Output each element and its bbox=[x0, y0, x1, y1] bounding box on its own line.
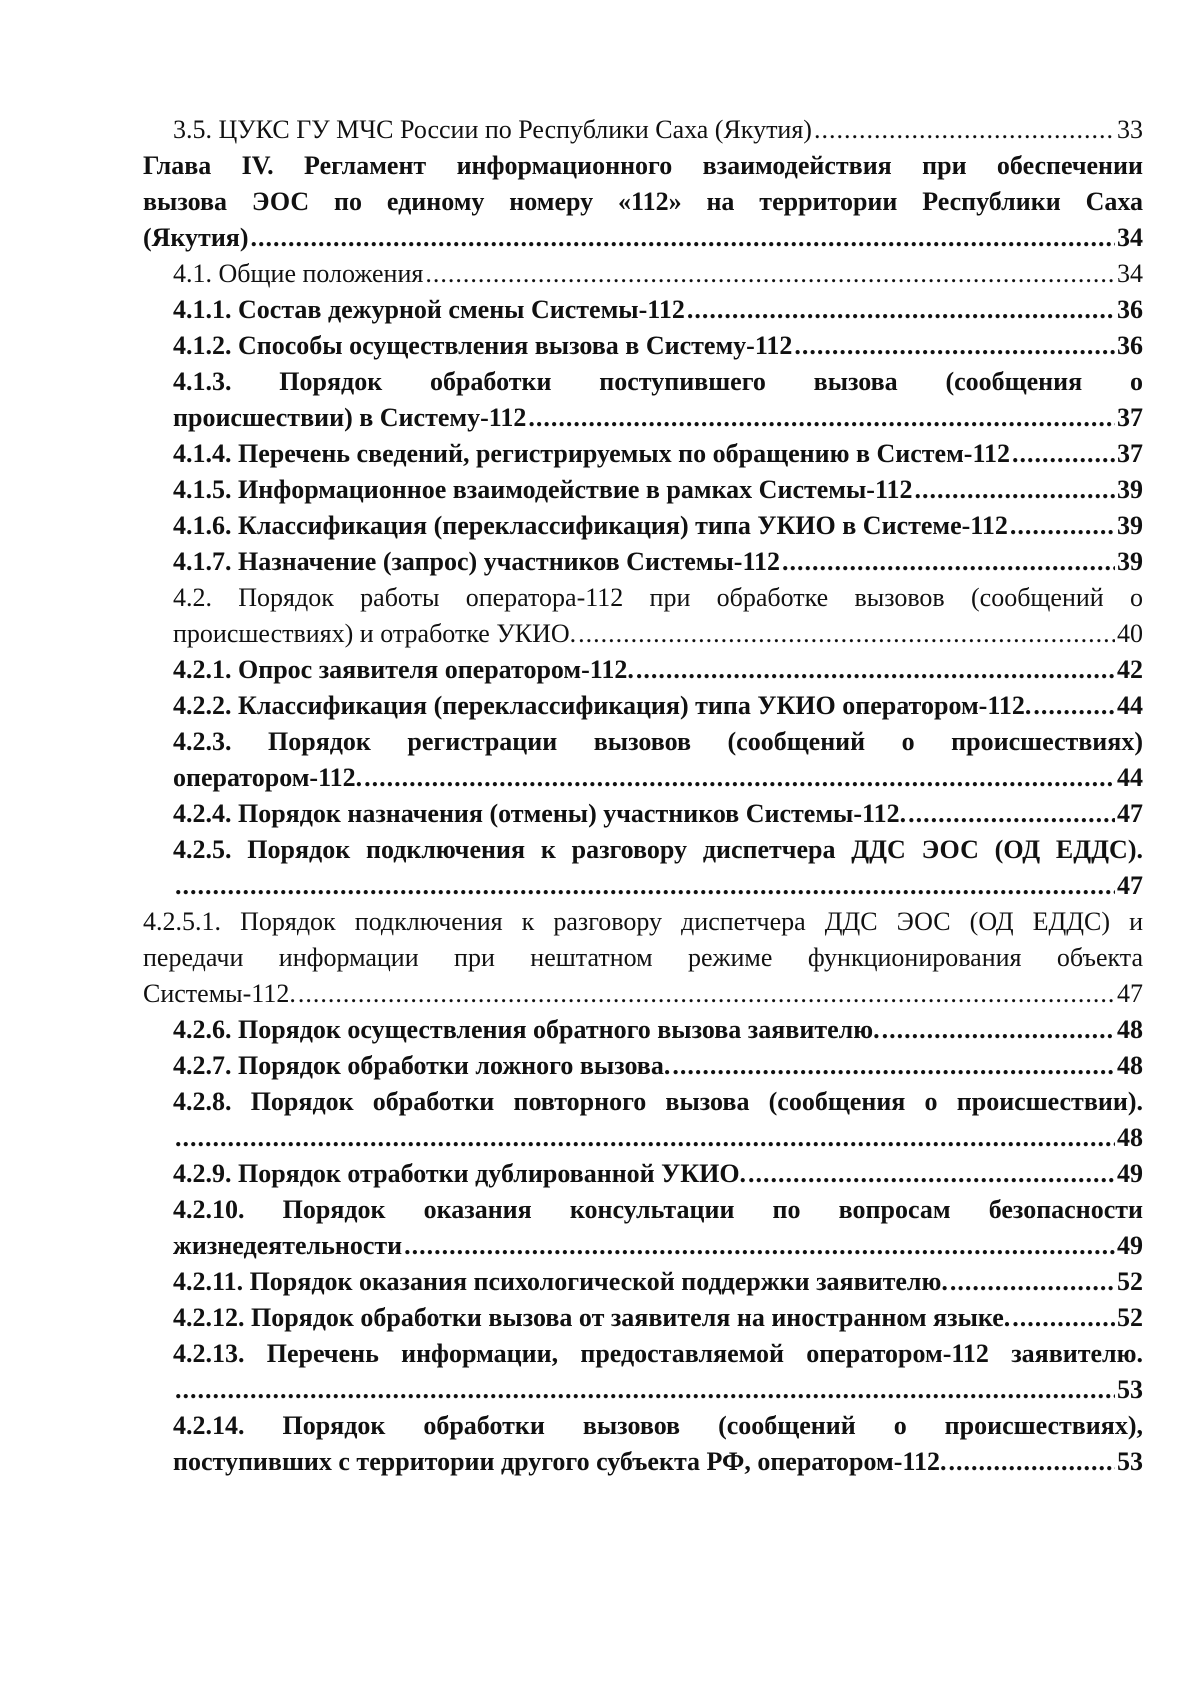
toc-entry bbox=[143, 292, 1143, 328]
toc-entry-title-line: 4.1.3. Порядок обработки поступившего вызова (сообщения о bbox=[173, 367, 1143, 396]
toc-entry bbox=[143, 1264, 1143, 1300]
toc-entry-title-line: 4.2.3. Порядок регистрации вызовов (сообщений о происшествиях) bbox=[173, 727, 1143, 756]
toc-entry bbox=[143, 112, 1143, 148]
toc-page-number: 40 bbox=[1117, 619, 1143, 648]
toc-entry bbox=[143, 508, 1143, 544]
toc-entry-title-tail: происшествии) в Систему-112 bbox=[173, 403, 527, 432]
toc-page-number: 48 bbox=[1117, 1015, 1143, 1044]
toc-entry bbox=[143, 472, 1143, 508]
toc-page-number: 39 bbox=[1117, 511, 1143, 540]
toc-entry-title-tail: поступивших с территории другого субъекта РФ, оператором-112. bbox=[173, 1447, 947, 1476]
toc-entry bbox=[143, 256, 1143, 292]
toc-entry-title: 4.1.1. Состав дежурной смены Системы-112 bbox=[173, 295, 685, 324]
toc-entry bbox=[143, 1156, 1143, 1192]
toc-entry-last-line bbox=[143, 220, 1143, 256]
toc-entry bbox=[143, 580, 1143, 652]
dot-leader bbox=[748, 1156, 1115, 1192]
toc-page-number: 49 bbox=[1117, 1231, 1143, 1260]
toc-entry-title: 4.1.2. Способы осуществления вызова в Систему-112 bbox=[173, 331, 793, 360]
dot-leader bbox=[425, 256, 1115, 292]
dot-leader bbox=[175, 1120, 1115, 1156]
toc-page-number: 53 bbox=[1117, 1447, 1143, 1476]
toc-entry-last-line bbox=[173, 1444, 1143, 1480]
dot-leader bbox=[364, 760, 1115, 796]
dot-leader bbox=[578, 616, 1115, 652]
toc-entry-title-tail: происшествиях) и отработке УКИО. bbox=[173, 619, 577, 648]
toc-entry bbox=[143, 1336, 1143, 1408]
dot-leader bbox=[404, 1228, 1115, 1264]
toc-page-number: 52 bbox=[1117, 1303, 1143, 1332]
dot-leader bbox=[915, 472, 1115, 508]
toc-entry-title: 4.2.11. Порядок оказания психологической поддержки заявителю. bbox=[173, 1267, 948, 1296]
dot-leader bbox=[908, 796, 1115, 832]
toc-entry bbox=[143, 1408, 1143, 1480]
toc-entry-title: 4.1.5. Информационное взаимодействие в рамках Системы-112 bbox=[173, 475, 913, 504]
toc-entry bbox=[143, 148, 1143, 256]
toc-entry bbox=[143, 1084, 1143, 1156]
toc-entry-title: 4.2.12. Порядок обработки вызова от заявителя на иностранном языке. bbox=[173, 1303, 1011, 1332]
toc-entry bbox=[143, 832, 1143, 904]
toc-page-number: 47 bbox=[1117, 979, 1143, 1008]
dot-leader bbox=[636, 652, 1115, 688]
toc-entry-title-line: 4.2. Порядок работы оператора-112 при обработке вызовов (сообщений о bbox=[173, 583, 1143, 612]
toc-entry-title-tail: (Якутия) bbox=[143, 223, 249, 252]
toc-entry-title: 4.2.7. Порядок обработки ложного вызова. bbox=[173, 1051, 671, 1080]
toc-page-number: 52 bbox=[1117, 1267, 1143, 1296]
toc-page-number: 53 bbox=[1117, 1375, 1143, 1404]
toc-page-number: 47 bbox=[1117, 799, 1143, 828]
toc-entry-title: 4.2.6. Порядок осуществления обратного вызова заявителю. bbox=[173, 1015, 880, 1044]
dot-leader bbox=[687, 292, 1115, 328]
toc-entry bbox=[143, 544, 1143, 580]
dot-leader bbox=[1033, 688, 1115, 724]
toc-entry-title: 4.2.2. Классификация (переклассификация) типа УКИО оператором-112. bbox=[173, 691, 1032, 720]
toc-page-number: 42 bbox=[1117, 655, 1143, 684]
dot-leader bbox=[672, 1048, 1115, 1084]
toc-entry-title-line: 4.2.8. Порядок обработки повторного вызова (сообщения о происшествии). bbox=[173, 1087, 1143, 1116]
toc-page-number: 44 bbox=[1117, 691, 1143, 720]
toc-entry bbox=[143, 796, 1143, 832]
toc-entry-title-line: передачи информации при нештатном режиме функционирования объекта bbox=[143, 943, 1143, 972]
toc-page-number: 37 bbox=[1117, 439, 1143, 468]
toc-entry-title-line: 4.2.13. Перечень информации, предоставляемой оператором-112 заявителю. bbox=[173, 1339, 1143, 1368]
toc-page-number: 34 bbox=[1117, 259, 1143, 288]
dot-leader bbox=[782, 544, 1115, 580]
toc-page-number: 36 bbox=[1117, 331, 1143, 360]
toc-entry-title-line: Глава IV. Регламент информационного взаимодействия при обеспечении bbox=[143, 151, 1143, 180]
toc-entry-title: 3.5. ЦУКС ГУ МЧС России по Республики Саха (Якутия) bbox=[173, 115, 812, 144]
toc-entry-last-line bbox=[173, 1228, 1143, 1264]
toc-entry-title: 4.2.9. Порядок отработки дублированной УКИО. bbox=[173, 1159, 747, 1188]
toc-entry-last-line bbox=[173, 616, 1143, 652]
dot-leader bbox=[1012, 436, 1115, 472]
toc-entry-title-tail: оператором-112. bbox=[173, 763, 363, 792]
toc-entry-last-line bbox=[143, 976, 1143, 1012]
toc-entry-last-line bbox=[173, 868, 1143, 904]
toc-entry-title-line: 4.2.5. Порядок подключения к разговору диспетчера ДДС ЭОС (ОД ЕДДС). bbox=[173, 835, 1143, 864]
toc-entry-title: 4.2.4. Порядок назначения (отмены) участников Системы-112. bbox=[173, 799, 907, 828]
dot-leader bbox=[251, 220, 1115, 256]
toc-page-number: 37 bbox=[1117, 403, 1143, 432]
toc-entry-title: 4.2.1. Опрос заявителя оператором-112. bbox=[173, 655, 634, 684]
toc-page-number: 47 bbox=[1117, 871, 1143, 900]
dot-leader bbox=[175, 1372, 1115, 1408]
toc-entry bbox=[143, 652, 1143, 688]
toc-entry bbox=[143, 1300, 1143, 1336]
toc-entry bbox=[143, 328, 1143, 364]
toc-entry-title: 4.1.6. Классификация (переклассификация) типа УКИО в Системе-112 bbox=[173, 511, 1008, 540]
toc-entry-title-line: 4.2.10. Порядок оказания консультации по вопросам безопасности bbox=[173, 1195, 1143, 1224]
dot-leader bbox=[950, 1264, 1115, 1300]
dot-leader bbox=[814, 112, 1115, 148]
toc-entry-title: 4.1.7. Назначение (запрос) участников Системы-112 bbox=[173, 547, 781, 576]
toc-page-number: 33 bbox=[1117, 115, 1143, 144]
toc-page-number: 34 bbox=[1117, 223, 1143, 252]
toc-entry-last-line bbox=[173, 400, 1143, 436]
toc-entry-title-tail: жизнедеятельности bbox=[173, 1231, 403, 1260]
toc-entry-title-line: 4.2.5.1. Порядок подключения к разговору диспетчера ДДС ЭОС (ОД ЕДДС) и bbox=[143, 907, 1143, 936]
toc-entry-title-tail: Системы-112. bbox=[143, 979, 296, 1008]
toc-entry-last-line bbox=[173, 1372, 1143, 1408]
toc-page-number: 49 bbox=[1117, 1159, 1143, 1188]
toc-page-number: 39 bbox=[1117, 547, 1143, 576]
toc-entry-title-line: 4.2.14. Порядок обработки вызовов (сообщений о происшествиях), bbox=[173, 1411, 1143, 1440]
toc-entry-title: 4.1.4. Перечень сведений, регистрируемых по обращению в Систем-112 bbox=[173, 439, 1011, 468]
table-of-contents bbox=[143, 112, 1143, 1480]
toc-entry-last-line bbox=[173, 760, 1143, 796]
toc-page-number: 36 bbox=[1117, 295, 1143, 324]
toc-entry bbox=[143, 724, 1143, 796]
toc-entry bbox=[143, 1048, 1143, 1084]
dot-leader bbox=[794, 328, 1115, 364]
toc-entry bbox=[143, 1012, 1143, 1048]
toc-entry bbox=[143, 364, 1143, 436]
dot-leader bbox=[1010, 508, 1115, 544]
toc-page-number: 39 bbox=[1117, 475, 1143, 504]
toc-page-number: 44 bbox=[1117, 763, 1143, 792]
toc-entry bbox=[143, 1192, 1143, 1264]
dot-leader bbox=[948, 1444, 1115, 1480]
dot-leader bbox=[175, 868, 1115, 904]
toc-entry-last-line bbox=[173, 1120, 1143, 1156]
toc-entry bbox=[143, 688, 1143, 724]
toc-page-number: 48 bbox=[1117, 1123, 1143, 1152]
toc-entry bbox=[143, 904, 1143, 1012]
toc-entry-title: 4.1. Общие положения bbox=[173, 259, 424, 288]
dot-leader bbox=[298, 976, 1115, 1012]
dot-leader bbox=[1012, 1300, 1115, 1336]
dot-leader bbox=[882, 1012, 1115, 1048]
toc-entry bbox=[143, 436, 1143, 472]
toc-entry-title-line: вызова ЭОС по единому номеру «112» на территории Республики Саха bbox=[143, 187, 1143, 216]
toc-page-number: 48 bbox=[1117, 1051, 1143, 1080]
dot-leader bbox=[528, 400, 1115, 436]
